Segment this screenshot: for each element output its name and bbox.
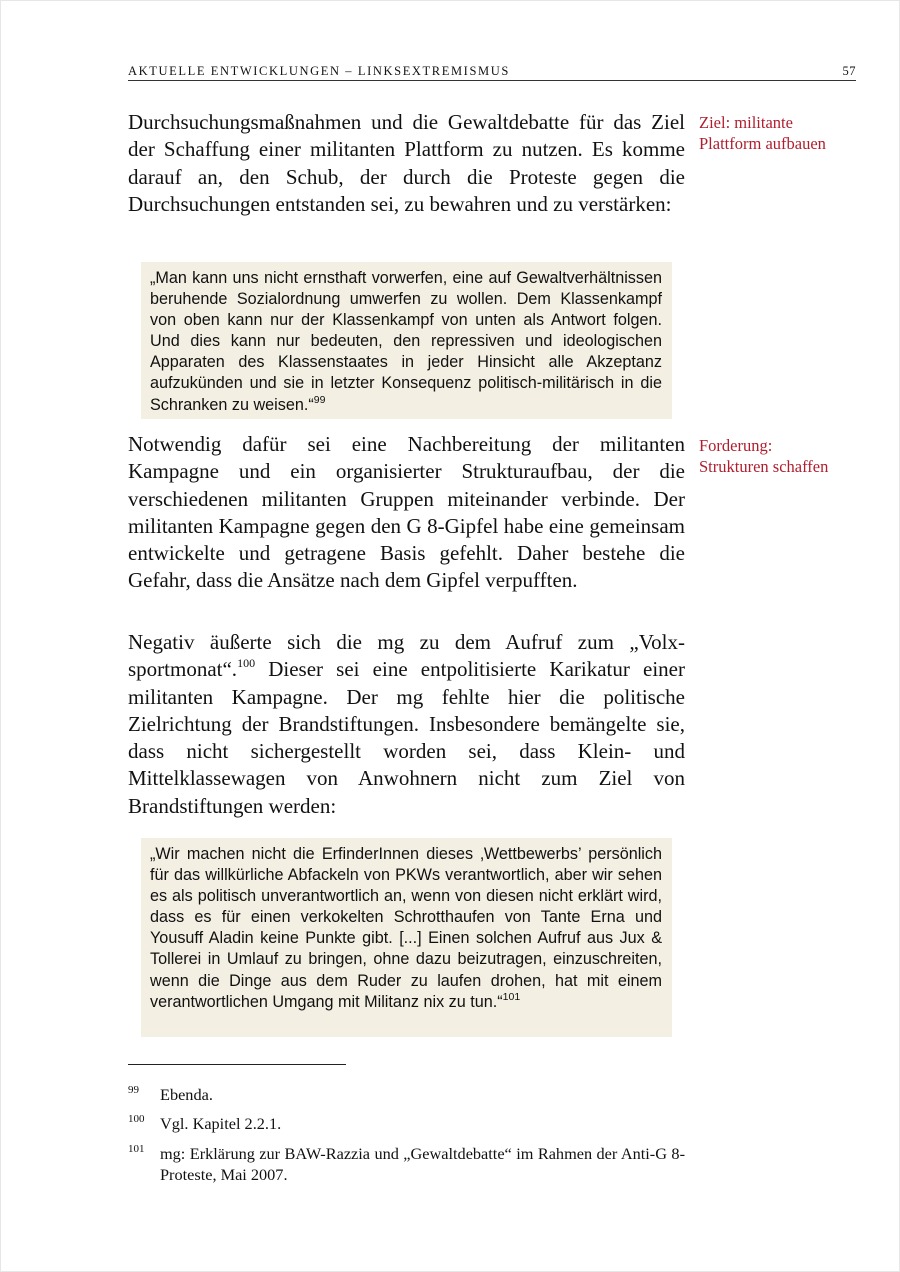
- margin-note-demand-line1: Forderung:: [699, 436, 773, 455]
- body-paragraph-3-part-b: Dieser sei eine entpolitisierte Karikatur einer militanten Kampagne. Der mg fehlte hier die politische Zielrichtung der Brandstiftungen. Insbesondere bemängelte sie, dass nicht sichergestellt worden sei, dass Klein- und Mittelklassewagen von Anwohnern nicht zum Ziel von Brandstiftungen werden:: [128, 657, 685, 818]
- margin-note-goal-line2: Plattform aufbauen: [699, 134, 826, 153]
- footnote-100-text: Vgl. Kapitel 2.2.1.: [160, 1114, 282, 1133]
- footnote-ref-100[interactable]: 100: [237, 656, 256, 671]
- running-header: [128, 64, 856, 81]
- footnote-99-number: 99: [128, 1084, 139, 1096]
- footnote-99-text: Ebenda.: [160, 1085, 213, 1104]
- margin-note-demand: [699, 435, 889, 477]
- footnote-101-number: 101: [128, 1143, 145, 1155]
- page-number: 57: [842, 64, 856, 78]
- block-quote-2: [141, 838, 672, 1037]
- footnote-separator: [128, 1064, 346, 1065]
- footnote-101-text: mg: Erklärung zur BAW-Razzia und „Gewaltdebatte“ im Rahmen der Anti-G 8-Proteste, Mai 2007.: [160, 1144, 685, 1184]
- footnote-100-number: 100: [128, 1113, 145, 1125]
- margin-note-goal-line1: Ziel: militante: [699, 113, 793, 132]
- block-quote-2-text: „Wir machen nicht die ErfinderInnen dieses ‚Wettbewerbs’ persönlich für das willkürliche Abfackeln von PKWs verantwortlich, aber wir sehen es als politisch unverantwortlich an, wenn von diesen nicht erklärt wird, dass es für einen verkokelten Schrotthaufen von Tante Erna und Yousuff Aladin keine Punkte gibt. [...] Einen solchen Aufruf aus Jux & Tollerei in Umlauf zu bringen, ohne dazu beizutragen, einzuschreiten, wenn die Dinge aus dem Ruder zu laufen drohen, hat mit einem verantwortlichen Umgang mit Militanz nix zu tun.“: [150, 845, 662, 1011]
- running-title: AKTUELLE ENTWICKLUNGEN – LINKSEXTREMISMUS: [128, 64, 510, 78]
- footnote-ref-99[interactable]: 99: [313, 393, 326, 406]
- footnote-ref-101[interactable]: 101: [502, 990, 521, 1003]
- block-quote-1: [141, 262, 672, 419]
- body-paragraph-3-part-a: Negativ äußerte sich die mg zu dem Aufruf zum „Volxsportmonat“.: [128, 630, 685, 682]
- block-quote-1-text: „Man kann uns nicht ernsthaft vorwerfen, eine auf Gewaltverhältnissen beruhende Sozialordnung umwerfen zu wollen. Dem Klassenkampf von oben kann nur der Klassenkampf von unten als Antwort folgen. Und dies kann nur bedeuten, den repressiven und ideologischen Apparaten des Klassenstaates in jeder Hinsicht alle Akzeptanz aufzukünden und sie in letzter Konsequenz politisch-militärisch in die Schranken zu weisen.“: [150, 269, 662, 414]
- body-paragraph-3: [128, 629, 685, 820]
- margin-note-goal: [699, 112, 889, 154]
- body-paragraph-2: Notwendig dafür sei eine Nachbereitung der militanten Kampagne und ein organisierter Strukturaufbau, der die verschiedenen militanten Gruppen miteinander verbinde. Der militanten Kampagne gegen den G 8-Gipfel habe eine gemeinsam entwickelte und getragene Basis gefehlt. Daher bestehe die Gefahr, dass die Ansätze nach dem Gipfel verpufften.: [128, 432, 685, 593]
- margin-note-demand-line2: Strukturen schaffen: [699, 457, 829, 476]
- body-paragraph-1: Durchsuchungsmaßnahmen und die Gewaltdebatte für das Ziel der Schaffung einer militanten Plattform zu nutzen. Es komme darauf an, den Schub, der durch die Proteste gegen die Durchsuchungen entstanden sei, zu bewahren und zu verstärken:: [128, 110, 685, 216]
